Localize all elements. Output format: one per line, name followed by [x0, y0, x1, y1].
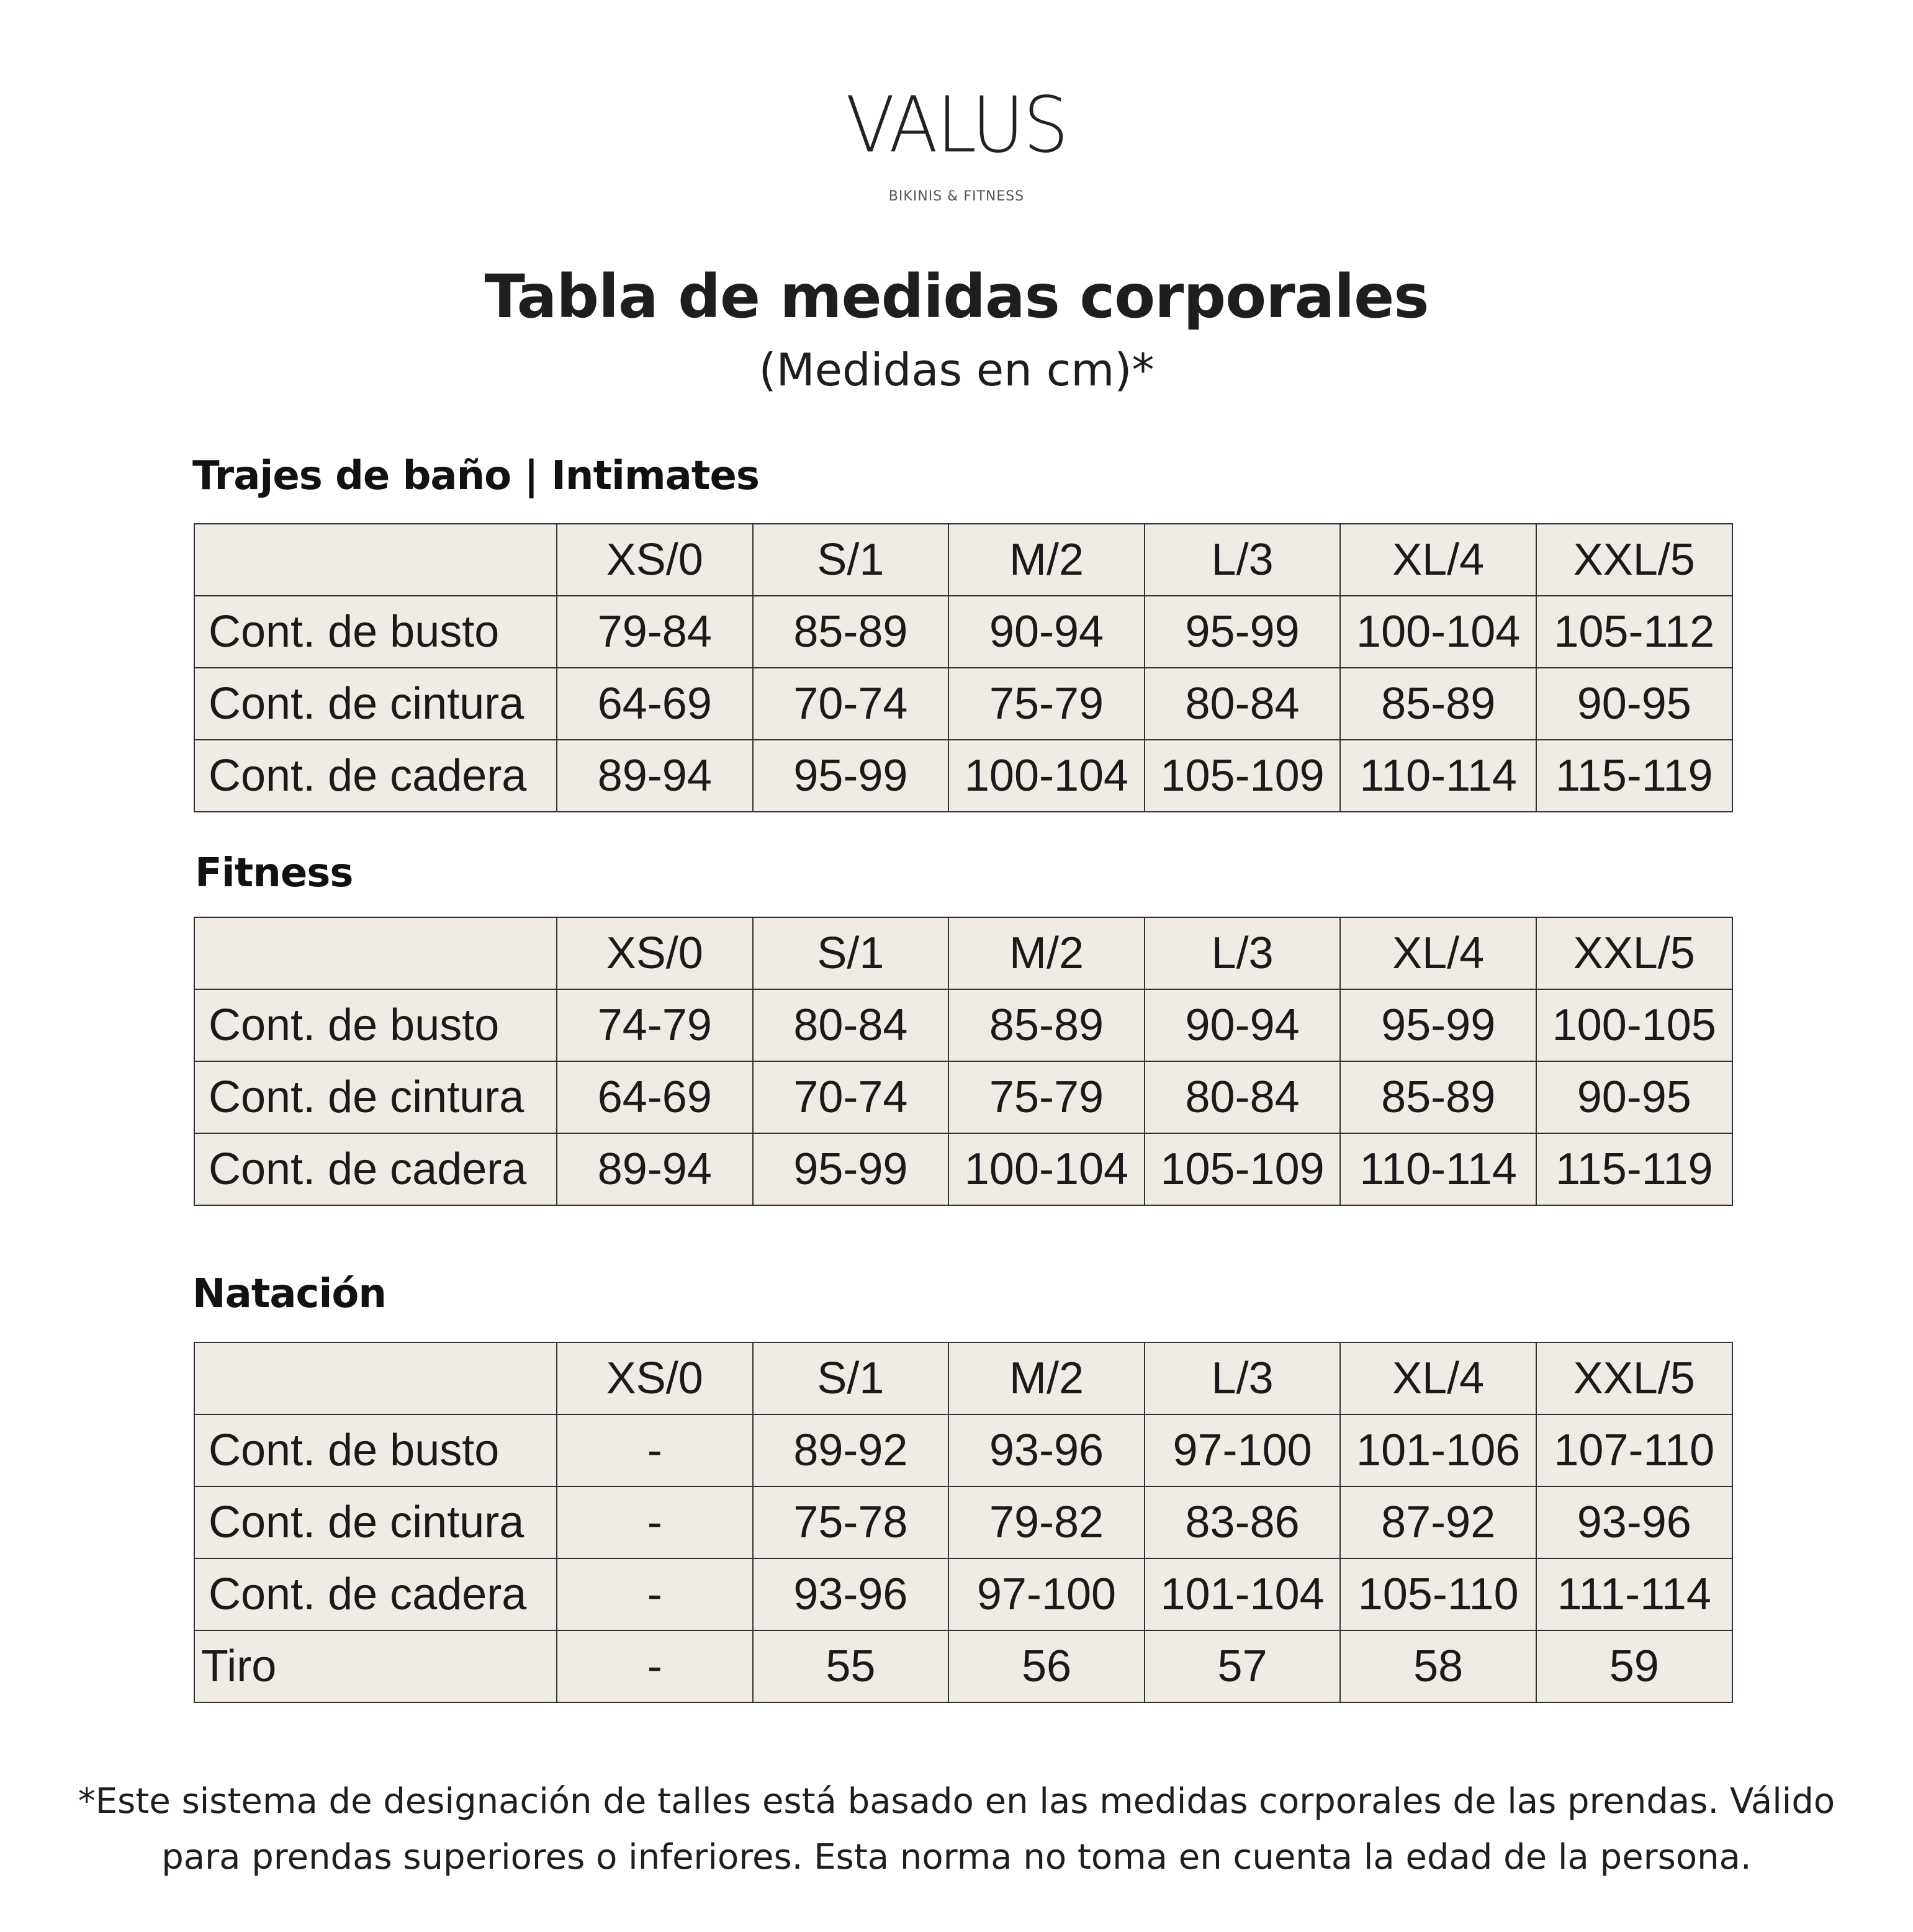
footnote-line-1: *Este sistema de designación de talles está basado en las medidas corporales de las prendas. Válido	[78, 1781, 1835, 1822]
size-table-fitness	[194, 917, 1733, 1206]
header-cell: XXL/5	[1536, 917, 1732, 989]
brand-logo	[0, 81, 1913, 204]
table-cell: -	[557, 1630, 753, 1702]
page-subtitle: (Medidas en cm)*	[758, 344, 1155, 396]
row-label: Cont. de cadera	[194, 1133, 557, 1205]
table-cell: 93-96	[1536, 1486, 1732, 1558]
header-cell: L/3	[1145, 524, 1341, 596]
table-cell: 87-92	[1340, 1486, 1536, 1558]
table-header-row	[194, 524, 1732, 596]
row-label: Cont. de cintura	[194, 1061, 557, 1133]
table-cell: 85-89	[753, 596, 949, 668]
table-cell: 89-94	[557, 740, 753, 812]
table-cell: 115-119	[1536, 740, 1732, 812]
header-cell: S/1	[753, 917, 949, 989]
header-cell: S/1	[753, 1342, 949, 1414]
header-cell: XL/4	[1340, 524, 1536, 596]
table-row	[194, 1061, 1732, 1133]
table-cell: 80-84	[1145, 1061, 1341, 1133]
brand-name: VALUS	[845, 81, 1068, 170]
row-label: Cont. de cintura	[194, 668, 557, 740]
table-row	[194, 989, 1732, 1061]
header-cell: XL/4	[1340, 1342, 1536, 1414]
table-cell: 101-104	[1145, 1558, 1341, 1630]
header-cell: XXL/5	[1536, 1342, 1732, 1414]
table-cell: 85-89	[1340, 668, 1536, 740]
table-cell: 75-79	[948, 1061, 1145, 1133]
row-label: Cont. de cadera	[194, 1558, 557, 1630]
size-table-swimming	[194, 1342, 1733, 1703]
table-cell: 80-84	[753, 989, 949, 1061]
table-cell: 101-106	[1340, 1414, 1536, 1486]
table-cell: 56	[948, 1630, 1145, 1702]
row-label: Cont. de cintura	[194, 1486, 557, 1558]
table-cell: 105-110	[1340, 1558, 1536, 1630]
header-cell: L/3	[1145, 1342, 1341, 1414]
header-cell-empty	[194, 524, 557, 596]
table-cell: 59	[1536, 1630, 1732, 1702]
table-row	[194, 1133, 1732, 1205]
table-cell: 70-74	[753, 1061, 949, 1133]
row-label: Cont. de cadera	[194, 740, 557, 812]
table-cell: 90-94	[1145, 989, 1341, 1061]
table-cell: 90-94	[948, 596, 1145, 668]
table-cell: 105-109	[1145, 1133, 1341, 1205]
table-cell: 100-104	[948, 740, 1145, 812]
row-label: Cont. de busto	[194, 989, 557, 1061]
table-cell: 97-100	[1145, 1414, 1341, 1486]
row-label: Cont. de busto	[194, 596, 557, 668]
table-cell: -	[557, 1486, 753, 1558]
table-cell: 85-89	[948, 989, 1145, 1061]
header-cell: XS/0	[557, 917, 753, 989]
section-title-fitness: Fitness	[195, 850, 353, 896]
table-cell: 83-86	[1145, 1486, 1341, 1558]
table-cell: 95-99	[753, 1133, 949, 1205]
table-header-row	[194, 917, 1732, 989]
table-header-row	[194, 1342, 1732, 1414]
table-cell: 79-82	[948, 1486, 1145, 1558]
table-cell: 95-99	[1340, 989, 1536, 1061]
header-cell: XS/0	[557, 1342, 753, 1414]
table-cell: 110-114	[1340, 740, 1536, 812]
table-cell: 75-78	[753, 1486, 949, 1558]
page-title: Tabla de medidas corporales	[484, 262, 1429, 331]
table-cell: 89-92	[753, 1414, 949, 1486]
table-cell: 93-96	[948, 1414, 1145, 1486]
table-cell: 79-84	[557, 596, 753, 668]
header-cell-empty	[194, 1342, 557, 1414]
table-cell: 85-89	[1340, 1061, 1536, 1133]
table-cell: 75-79	[948, 668, 1145, 740]
brand-tagline: BIKINIS & FITNESS	[888, 189, 1025, 204]
table-cell: 95-99	[1145, 596, 1341, 668]
table-cell: 57	[1145, 1630, 1341, 1702]
footnote-line-2: para prendas superiores o inferiores. Esta norma no toma en cuenta la edad de la persona.	[161, 1837, 1752, 1877]
table-row	[194, 596, 1732, 668]
table-cell: 64-69	[557, 668, 753, 740]
table-cell: 110-114	[1340, 1133, 1536, 1205]
size-table-swimwear	[194, 523, 1733, 812]
table-row	[194, 1630, 1732, 1702]
footnote	[0, 1774, 1913, 1885]
table-cell: 100-104	[948, 1133, 1145, 1205]
header-cell: XXL/5	[1536, 524, 1732, 596]
section-title-swimwear: Trajes de baño | Intimates	[192, 453, 759, 499]
header-cell: XL/4	[1340, 917, 1536, 989]
header-cell: M/2	[948, 1342, 1145, 1414]
table-row	[194, 1414, 1732, 1486]
table-cell: 105-109	[1145, 740, 1341, 812]
header-cell: XS/0	[557, 524, 753, 596]
header-cell-empty	[194, 917, 557, 989]
table-cell: 97-100	[948, 1558, 1145, 1630]
table-cell: 100-105	[1536, 989, 1732, 1061]
table-row	[194, 1486, 1732, 1558]
table-cell: 89-94	[557, 1133, 753, 1205]
table-row	[194, 740, 1732, 812]
table-cell: 115-119	[1536, 1133, 1732, 1205]
header-cell: S/1	[753, 524, 949, 596]
table-cell: 90-95	[1536, 1061, 1732, 1133]
table-row	[194, 668, 1732, 740]
header-cell: M/2	[948, 524, 1145, 596]
table-cell: -	[557, 1414, 753, 1486]
table-cell: 100-104	[1340, 596, 1536, 668]
header-cell: M/2	[948, 917, 1145, 989]
row-label: Tiro	[194, 1630, 557, 1702]
table-cell: 107-110	[1536, 1414, 1732, 1486]
section-title-swimming: Natación	[192, 1271, 386, 1317]
table-cell: 55	[753, 1630, 949, 1702]
header-cell: L/3	[1145, 917, 1341, 989]
table-cell: -	[557, 1558, 753, 1630]
table-cell: 93-96	[753, 1558, 949, 1630]
table-cell: 111-114	[1536, 1558, 1732, 1630]
table-cell: 80-84	[1145, 668, 1341, 740]
table-cell: 90-95	[1536, 668, 1732, 740]
table-cell: 105-112	[1536, 596, 1732, 668]
table-row	[194, 1558, 1732, 1630]
row-label: Cont. de busto	[194, 1414, 557, 1486]
table-cell: 58	[1340, 1630, 1536, 1702]
table-cell: 64-69	[557, 1061, 753, 1133]
table-cell: 95-99	[753, 740, 949, 812]
table-cell: 70-74	[753, 668, 949, 740]
table-cell: 74-79	[557, 989, 753, 1061]
